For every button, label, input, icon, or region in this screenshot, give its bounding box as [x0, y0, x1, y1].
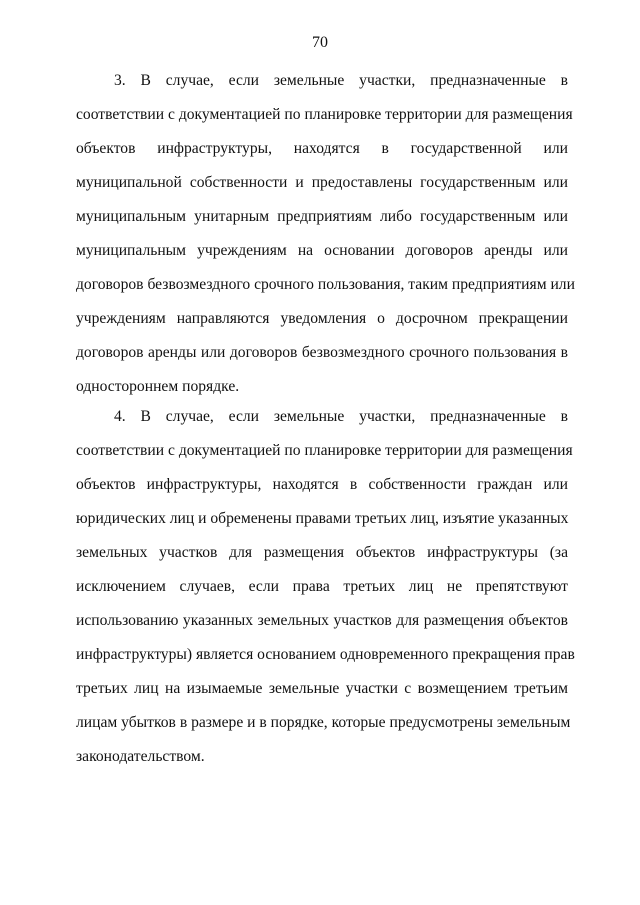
paragraph-line: 3. В случае, если земельные участки, предназначенные в — [114, 72, 568, 89]
paragraph-line: объектов инфраструктуры, находятся в государственной или — [76, 140, 568, 157]
paragraph-3 — [76, 64, 575, 404]
page-number: 70 — [312, 34, 328, 51]
paragraph-line: третьих лиц на изымаемые земельные участки с возмещением третьим — [76, 680, 568, 697]
paragraph-4 — [76, 400, 575, 774]
paragraph-line: инфраструктуры) является основанием одновременного прекращения прав — [76, 646, 575, 663]
paragraph-line: соответствии с документацией по планировке территории для размещения — [76, 442, 573, 459]
paragraph-line: соответствии с документацией по планировке территории для размещения — [76, 106, 573, 123]
paragraph-line: 4. В случае, если земельные участки, предназначенные в — [114, 408, 568, 425]
paragraph-line: договоров безвозмездного срочного пользования, таким предприятиям или — [76, 276, 575, 293]
paragraph-line: юридических лиц и обременены правами третьих лиц, изъятие указанных — [76, 510, 569, 527]
paragraph-line: земельных участков для размещения объектов инфраструктуры (за — [76, 544, 568, 561]
paragraph-line: муниципальной собственности и предоставлены государственным или — [76, 174, 568, 191]
paragraph-line: учреждениям направляются уведомления о досрочном прекращении — [76, 310, 568, 327]
paragraph-line: одностороннем порядке. — [76, 378, 240, 395]
paragraph-line: исключением случаев, если права третьих лиц не препятствуют — [76, 578, 568, 595]
paragraph-line: муниципальным учреждениям на основании договоров аренды или — [76, 242, 568, 259]
paragraph-line: объектов инфраструктуры, находятся в собственности граждан или — [76, 476, 568, 493]
paragraph-line: муниципальным унитарным предприятиям либо государственным или — [76, 208, 568, 225]
paragraph-line: лицам убытков в размере и в порядке, которые предусмотрены земельным — [76, 714, 571, 731]
paragraph-line: использованию указанных земельных участков для размещения объектов — [76, 612, 568, 629]
paragraph-line: законодательством. — [76, 748, 205, 765]
paragraph-line: договоров аренды или договоров безвозмездного срочного пользования в — [76, 344, 568, 361]
